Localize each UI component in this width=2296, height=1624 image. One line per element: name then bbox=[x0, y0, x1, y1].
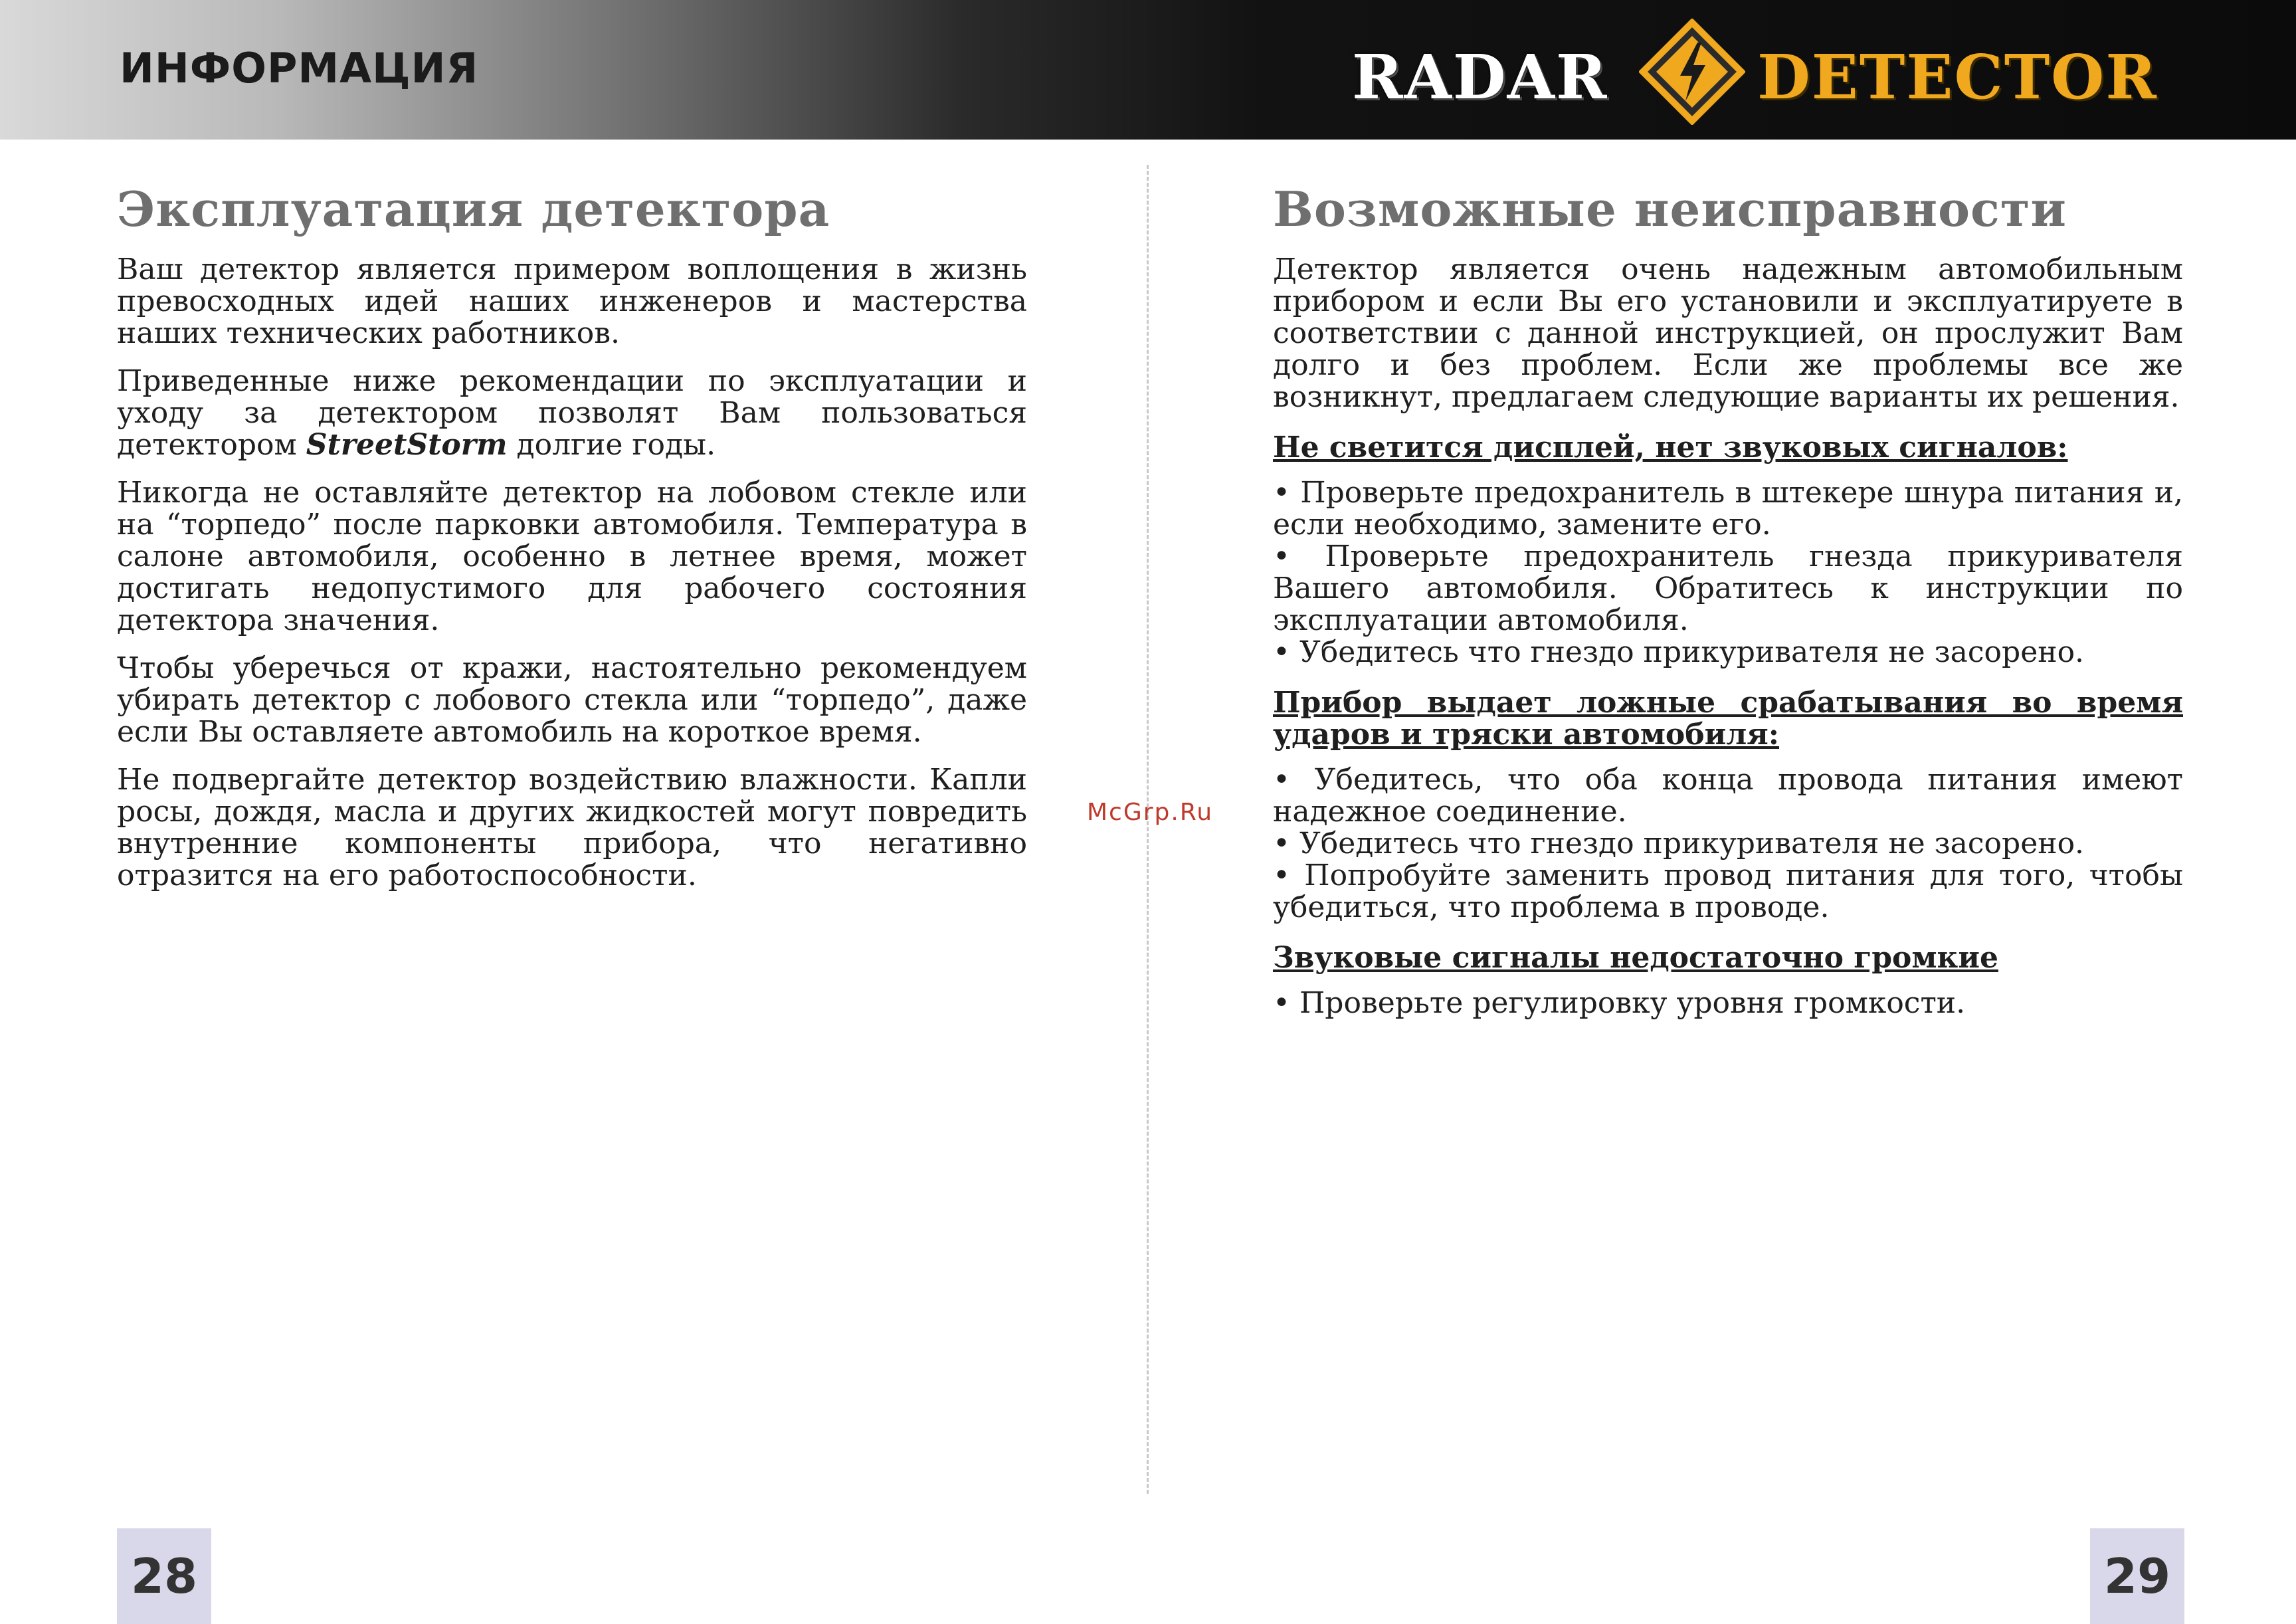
issue-2-title: Прибор выдает ложные срабатывания во время ударов и тряски автомобиля: bbox=[1273, 686, 2183, 752]
list-item: • Проверьте регулировку уровня громкости. bbox=[1273, 986, 1966, 1020]
left-title: Эксплуатация детектора bbox=[117, 181, 830, 237]
left-paragraph-3: Никогда не оставляйте детектор на лобовом стекле или на “торпедо” после парковки автомобиля. Температура в салоне автомобиля, особенно в летнее время, может достигать недопустимого для рабочего состояния детектора значения. bbox=[117, 476, 1027, 637]
p2-text-after: долгие годы. bbox=[507, 428, 716, 462]
page-header bbox=[0, 0, 2296, 140]
list-item: • Проверьте предохранитель в штекере шнура питания и, если необходимо, замените его. bbox=[1273, 476, 2183, 542]
issue-2-list bbox=[1273, 764, 2183, 924]
list-item: • Убедитесь что гнездо прикуривателя не засорено. bbox=[1273, 635, 2085, 669]
left-paragraph-4: Чтобы уберечься от кражи, настоятельно рекомендуем убирать детектор с лобового стекла или “торпедо”, даже если Вы оставляете автомобиль на короткое время. bbox=[117, 651, 1027, 749]
list-item: • Проверьте предохранитель гнезда прикуривателя Вашего автомобиля. Обратитесь к инструкции по эксплуатации автомобиля. bbox=[1273, 540, 2183, 637]
issue-3-title: Звуковые сигналы недостаточно громкие bbox=[1273, 941, 1998, 975]
list-item: • Убедитесь что гнездо прикуривателя не засорено. bbox=[1273, 827, 2085, 861]
section-label: ИНФОРМАЦИЯ bbox=[120, 44, 479, 92]
brand-logo bbox=[1352, 15, 2158, 128]
p2-text-before: Приведенные ниже рекомендации по эксплуатации и уходу за детектором позволят Вам пользоваться детектором bbox=[117, 364, 1027, 462]
watermark: McGrp.Ru bbox=[1087, 799, 1214, 826]
issue-3-list bbox=[1273, 987, 2183, 1019]
logo-word-radar: RADAR bbox=[1352, 41, 1608, 113]
issue-1-list bbox=[1273, 477, 2183, 668]
brand-name: StreetStorm bbox=[306, 428, 508, 462]
right-title: Возможные неисправности bbox=[1273, 181, 2067, 237]
page-divider bbox=[1147, 165, 1149, 1494]
left-paragraph-2 bbox=[117, 365, 1027, 461]
lightning-diamond-icon bbox=[1639, 19, 1745, 125]
left-paragraph-1: Ваш детектор является примером воплощения в жизнь превосходных идей наших инженеров и мастерства наших технических работников. bbox=[117, 253, 1027, 350]
page-number-right: 29 bbox=[2090, 1528, 2184, 1624]
left-paragraph-5: Не подвергайте детектор воздействию влажности. Капли росы, дождя, масла и других жидкостей могут повредить внутренние компоненты прибора, что негативно отразится на его работоспособности. bbox=[117, 763, 1027, 892]
logo-word-detector: DETECTOR bbox=[1757, 41, 2158, 113]
left-page-content bbox=[117, 179, 1027, 908]
right-page-content bbox=[1273, 179, 2183, 1019]
list-item: • Попробуйте заменить провод питания для того, чтобы убедиться, что проблема в проводе. bbox=[1273, 859, 2183, 924]
list-item: • Убедитесь, что оба конца провода питания имеют надежное соединение. bbox=[1273, 763, 2183, 829]
page-number-left: 28 bbox=[117, 1528, 211, 1624]
right-intro: Детектор является очень надежным автомобильным прибором и если Вы его установили и эксплуатируете в соответствии с данной инструкцией, он прослужит Вам долго и без проблем. Если же проблемы все же возникнут, предлагаем следующие варианты их решения. bbox=[1273, 253, 2183, 414]
issue-1-title: Не светится дисплей, нет звуковых сигналов: bbox=[1273, 431, 2068, 464]
